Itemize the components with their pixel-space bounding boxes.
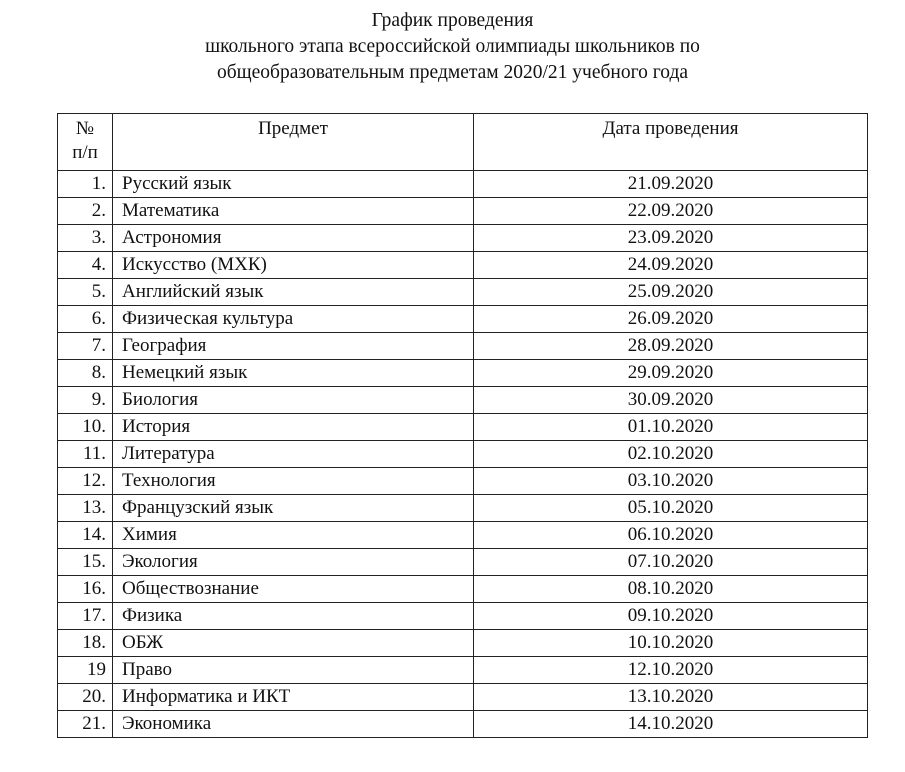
- table-row: [58, 333, 868, 360]
- row-number-text: 2.: [91, 200, 106, 221]
- row-subject: Физика: [113, 603, 474, 630]
- row-subject: Экономика: [113, 711, 474, 738]
- row-date: 29.09.2020: [474, 360, 868, 387]
- row-date: 08.10.2020: [474, 576, 868, 603]
- table-row: [58, 252, 868, 279]
- row-date: 14.10.2020: [474, 711, 868, 738]
- row-number: [58, 657, 113, 684]
- row-date: 02.10.2020: [474, 441, 868, 468]
- row-date: 28.09.2020: [474, 333, 868, 360]
- header-number: [58, 114, 113, 171]
- table-row: [58, 414, 868, 441]
- row-subject: Экология: [113, 549, 474, 576]
- row-number-text: 19: [87, 659, 106, 680]
- row-subject: Английский язык: [113, 279, 474, 306]
- row-number: [58, 603, 113, 630]
- table-header-row: [58, 114, 868, 171]
- row-subject: Математика: [113, 198, 474, 225]
- row-subject: Литература: [113, 441, 474, 468]
- table-row: [58, 522, 868, 549]
- row-date: 30.09.2020: [474, 387, 868, 414]
- row-number-text: 7.: [91, 335, 106, 356]
- row-number-text: 13.: [82, 497, 106, 518]
- row-number-text: 11.: [82, 443, 106, 464]
- document-title: [0, 8, 905, 86]
- row-number-text: 8.: [91, 362, 106, 383]
- row-number: [58, 198, 113, 225]
- row-subject: Русский язык: [113, 171, 474, 198]
- table-row: [58, 306, 868, 333]
- row-date: 12.10.2020: [474, 657, 868, 684]
- row-date: 07.10.2020: [474, 549, 868, 576]
- row-number-text: 3.: [91, 227, 106, 248]
- row-number-text: 16.: [82, 578, 106, 599]
- row-date: 25.09.2020: [474, 279, 868, 306]
- title-line-2: школьного этапа всероссийской олимпиады школьников по: [205, 36, 700, 57]
- row-number: [58, 495, 113, 522]
- row-number: [58, 468, 113, 495]
- header-date: Дата проведения: [474, 114, 868, 171]
- row-number: [58, 387, 113, 414]
- row-subject: Технология: [113, 468, 474, 495]
- row-number: [58, 279, 113, 306]
- row-number-text: 18.: [82, 632, 106, 653]
- row-date: 05.10.2020: [474, 495, 868, 522]
- row-subject: Информатика и ИКТ: [113, 684, 474, 711]
- row-number: [58, 630, 113, 657]
- table-row: [58, 495, 868, 522]
- row-number-text: 10.: [82, 416, 106, 437]
- table-row: [58, 468, 868, 495]
- row-date: 10.10.2020: [474, 630, 868, 657]
- row-date: 22.09.2020: [474, 198, 868, 225]
- row-subject: Биология: [113, 387, 474, 414]
- row-subject: История: [113, 414, 474, 441]
- row-number-text: 17.: [82, 605, 106, 626]
- table-row: [58, 684, 868, 711]
- row-number-text: 20.: [82, 686, 106, 707]
- table-row: [58, 657, 868, 684]
- table-row: [58, 603, 868, 630]
- table-row: [58, 279, 868, 306]
- table-row: [58, 630, 868, 657]
- row-number-text: 4.: [91, 254, 106, 275]
- row-number-text: 5.: [91, 281, 106, 302]
- row-number-text: 9.: [91, 389, 106, 410]
- row-number-text: 21.: [82, 713, 106, 734]
- row-number-text: 14.: [82, 524, 106, 545]
- row-date: 23.09.2020: [474, 225, 868, 252]
- table-row: [58, 549, 868, 576]
- header-number-line-1: №: [75, 118, 95, 139]
- row-subject: Астрономия: [113, 225, 474, 252]
- table-row: [58, 441, 868, 468]
- row-number-text: 12.: [82, 470, 106, 491]
- row-date: 26.09.2020: [474, 306, 868, 333]
- row-subject: География: [113, 333, 474, 360]
- row-number: [58, 549, 113, 576]
- table-row: [58, 711, 868, 738]
- table-row: [58, 225, 868, 252]
- row-subject: Право: [113, 657, 474, 684]
- header-subject: Предмет: [113, 114, 474, 171]
- row-subject: Искусство (МХК): [113, 252, 474, 279]
- row-number: [58, 306, 113, 333]
- row-number-text: 1.: [91, 173, 106, 194]
- row-number: [58, 441, 113, 468]
- table-row: [58, 387, 868, 414]
- table-row: [58, 360, 868, 387]
- row-subject: Физическая культура: [113, 306, 474, 333]
- row-date: 09.10.2020: [474, 603, 868, 630]
- row-number: [58, 171, 113, 198]
- schedule-table: [57, 113, 868, 738]
- title-line-3: общеобразовательным предметам 2020/21 учебного года: [216, 62, 689, 83]
- row-number-text: 6.: [91, 308, 106, 329]
- row-date: 21.09.2020: [474, 171, 868, 198]
- row-number: [58, 711, 113, 738]
- row-date: 13.10.2020: [474, 684, 868, 711]
- row-number: [58, 252, 113, 279]
- row-number: [58, 225, 113, 252]
- header-number-line-2: п/п: [72, 142, 98, 163]
- row-number: [58, 333, 113, 360]
- row-date: 06.10.2020: [474, 522, 868, 549]
- row-number: [58, 414, 113, 441]
- table-row: [58, 576, 868, 603]
- row-number-text: 15.: [82, 551, 106, 572]
- row-date: 01.10.2020: [474, 414, 868, 441]
- row-subject: ОБЖ: [113, 630, 474, 657]
- row-number: [58, 522, 113, 549]
- table-row: [58, 198, 868, 225]
- row-date: 03.10.2020: [474, 468, 868, 495]
- row-date: 24.09.2020: [474, 252, 868, 279]
- title-line-1: График проведения: [371, 10, 534, 31]
- table-row: [58, 171, 868, 198]
- row-number: [58, 684, 113, 711]
- row-subject: Обществознание: [113, 576, 474, 603]
- row-subject: Химия: [113, 522, 474, 549]
- row-number: [58, 360, 113, 387]
- row-subject: Французский язык: [113, 495, 474, 522]
- row-number: [58, 576, 113, 603]
- row-subject: Немецкий язык: [113, 360, 474, 387]
